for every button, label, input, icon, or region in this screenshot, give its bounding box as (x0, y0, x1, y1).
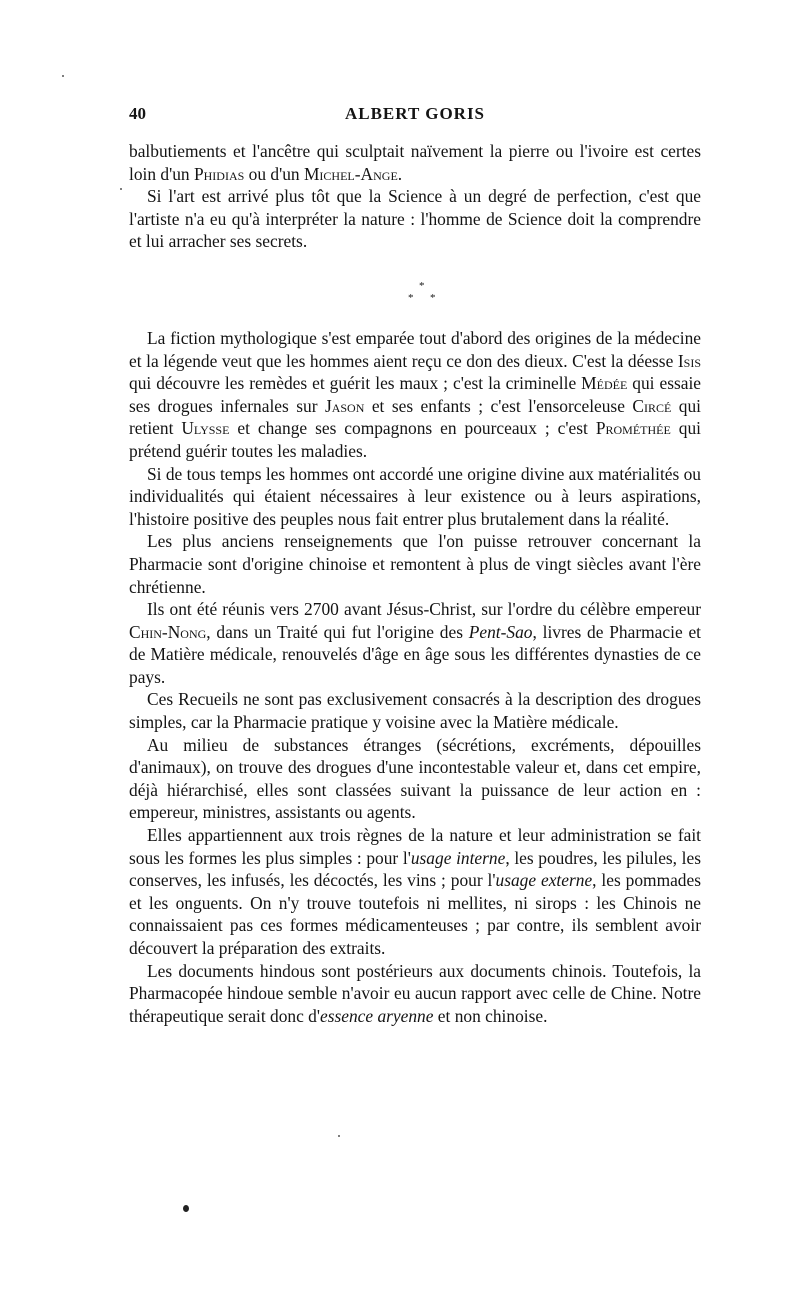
proper-name: Jason (324, 395, 365, 416)
paragraph (129, 598, 701, 688)
text-run: qui essaie ses drogues infernales sur (129, 373, 701, 416)
page-header (129, 104, 701, 130)
body-text (129, 140, 701, 1027)
text-run: Les documents hindous sont postérieurs aux documents chinois. Toutefois, la Pharmacopée hindoue semble n'avoir eu aucun rapport avec celle de Chine. Notre thérapeutique serait donc d' (129, 960, 701, 1026)
proper-name: Médée (581, 373, 628, 394)
asterism-separator (129, 253, 701, 327)
proper-name: Phidias (193, 163, 245, 184)
text-run: La fiction mythologique s'est emparée tout d'abord des origines de la médecine et la légende veut que les hommes aient reçu ce don des dieux. C'est la déesse (129, 327, 701, 371)
paragraph (129, 960, 701, 1028)
paper-speck (120, 188, 122, 190)
emphasis-text: usage externe (495, 870, 593, 891)
paragraph (129, 185, 701, 253)
text-run: qui retient (129, 395, 701, 439)
text-run: Ces Recueils ne sont pas exclusivement consacrés à la description des drogues simples, car la Pharmacie pratique y voisine avec la Matière médicale. (129, 689, 701, 733)
text-run: balbutiements et l'ancêtre qui sculptait naïvement la pierre ou l'ivoire est certes loin d'un (129, 141, 701, 184)
text-run: et change ses compagnons en pourceaux ; c'est (229, 418, 596, 439)
text-run: , les poudres, les pilules, les conserves, les infusés, les décoctés, les vins ; pour l' (129, 847, 701, 891)
text-run: qui prétend guérir toutes les maladies. (129, 418, 701, 461)
emphasis-text: Pent-Sao (468, 621, 533, 642)
text-run: et non chinoise. (433, 1005, 548, 1026)
text-run: . (397, 163, 403, 184)
paragraph (129, 688, 701, 733)
paragraph (129, 327, 701, 463)
text-run: , les pommades et les onguents. On n'y trouve toutefois ni mellites, ni sirops : les Chinois ne connaissaient pas ces formes médicamenteuses ; par contre, ils semblent avoir découvert la préparation des extraits. (129, 870, 701, 958)
emphasis-text: usage interne (410, 847, 506, 868)
paragraph (129, 734, 701, 824)
paragraph (129, 463, 701, 531)
proper-name: Chin-Nong (129, 621, 207, 642)
paper-speck (62, 75, 64, 77)
text-run: Au milieu de substances étranges (sécrétions, excréments, dépouilles d'animaux), on trouve des drogues d'une incontestable valeur et, dans cet empire, déjà hiérarchisé, elles sont classées suivant la puissance de leur action en : empereur, ministres, assistants ou agents. (129, 734, 701, 823)
paragraph (129, 824, 701, 960)
proper-name: Isis (677, 350, 701, 371)
proper-name: Circé (632, 395, 672, 416)
paragraph (129, 140, 701, 185)
proper-name: Ulysse (181, 418, 230, 439)
paragraph (129, 530, 701, 598)
text-run: et ses enfants ; c'est l'ensorceleuse (364, 395, 633, 416)
text-run: Si l'art est arrivé plus tôt que la Science à un degré de perfection, c'est que l'artiste n'a eu qu'à interpréter la nature : l'homme de Science doit la comprendre et lui arracher ses secrets. (129, 186, 701, 252)
emphasis-text: essence aryenne (319, 1005, 434, 1026)
asterism-star: * (419, 279, 425, 292)
text-run: Elles appartiennent aux trois règnes de la nature et leur administration se fait sous les formes les plus simples : pour l' (129, 825, 701, 868)
asterism-star: * (430, 291, 436, 304)
text-run: Ils ont été réunis vers 2700 avant Jésus-Christ, sur l'ordre du célèbre empereur (147, 599, 701, 620)
page-number: 40 (129, 104, 146, 123)
proper-name: Michel-Ange (303, 163, 398, 184)
text-run: Si de tous temps les hommes ont accordé une origine divine aux matérialités ou individualités qui étaient nécessaires à leur existence ou à leurs aspirations, l'histoire positive des peuples nous fait entrer plus brutalement dans la réalité. (129, 463, 701, 529)
text-run: ou d'un (244, 163, 304, 184)
text-run: , dans un Traité qui fut l'origine des (206, 621, 469, 642)
proper-name: Prométhée (595, 418, 671, 439)
text-run: Les plus anciens renseignements que l'on puisse retrouver concernant la Pharmacie sont d'origine chinoise et remontent à plus de vingt siècles avant l'ère chrétienne. (129, 531, 701, 597)
running-title: ALBERT GORIS (344, 104, 486, 123)
paper-speck (338, 1135, 340, 1137)
ink-dot-mark (183, 1205, 189, 1212)
asterism-star: * (408, 291, 414, 304)
text-run: qui découvre les remèdes et guérit les maux ; c'est la criminelle (129, 373, 582, 394)
text-run: , livres de Pharmacie et de Matière médicale, renouvelés d'âge en âge sous les différentes dynasties de ce pays. (129, 621, 701, 687)
